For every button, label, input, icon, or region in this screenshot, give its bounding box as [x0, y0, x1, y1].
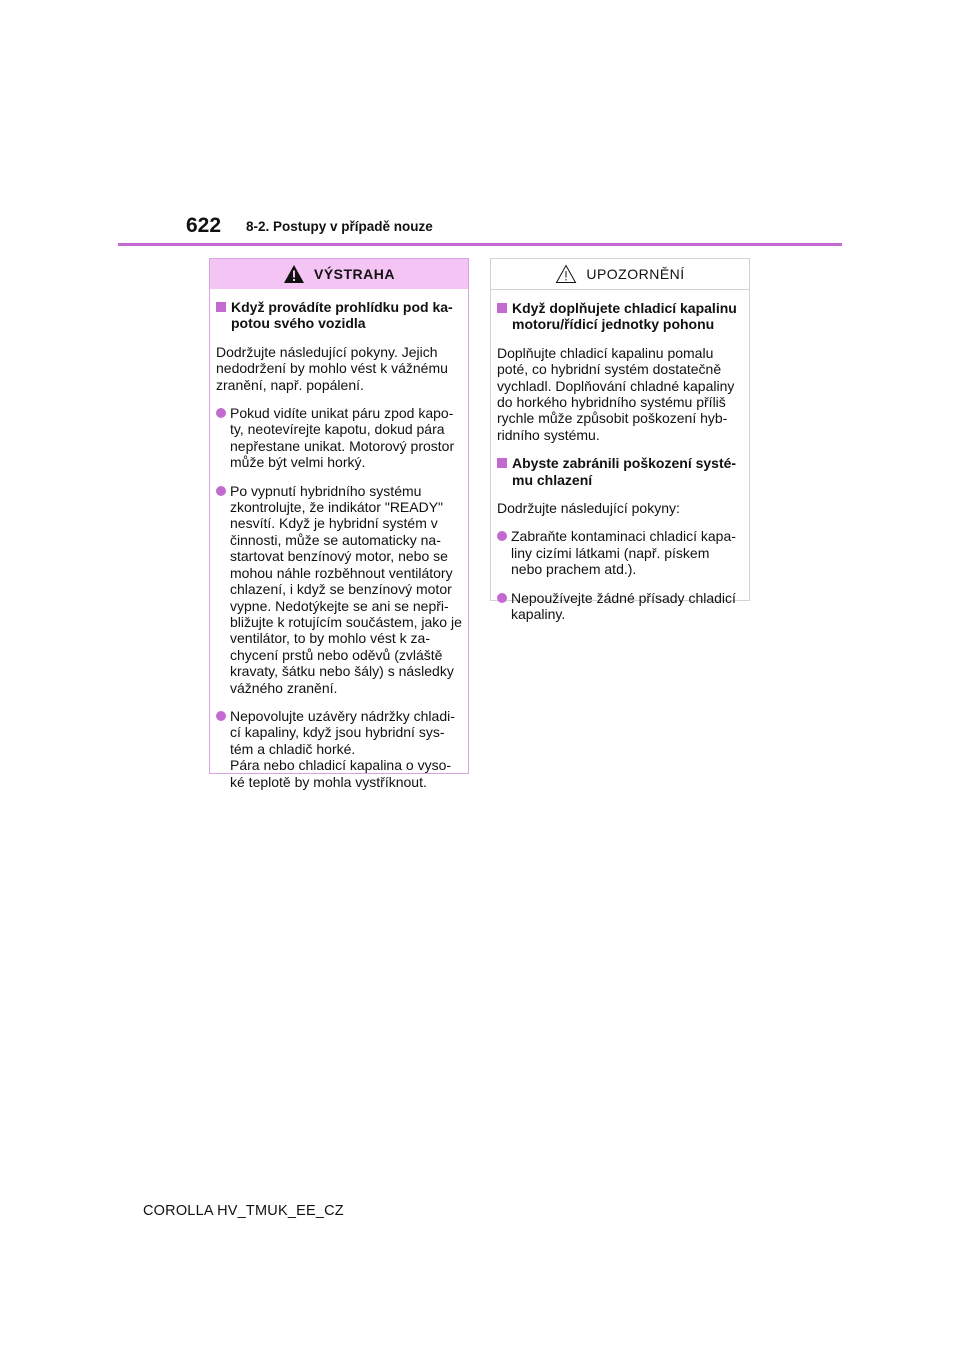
caution-bullet — [497, 590, 743, 623]
caution-bullet-text: Zabraňte kontaminaci chladicí kapa-liny cizími látkami (např. pískem nebo prachem atd.). — [511, 528, 736, 578]
caution-heading — [497, 455, 743, 488]
square-bullet-icon — [497, 303, 507, 313]
header-rule — [118, 243, 842, 246]
caution-box — [490, 258, 750, 623]
caution-box-title: UPOZORNĚNÍ — [586, 266, 685, 282]
caution-heading-text: Abyste zabránili poškození systé-mu chlazení — [512, 455, 737, 488]
warning-box — [209, 258, 469, 790]
warning-triangle-filled-icon — [283, 264, 305, 284]
round-bullet-icon — [216, 408, 226, 418]
warning-bullet-text: Po vypnutí hybridního systému zkontrolujte, že indikátor "READY" nesvítí. Když je hybridní systém v činnosti, může se automaticky na-startovat benzínový motor, nebo se mohou náhle rozběhnout ventilátory chlazení, i když se benzínový motor vypne. Nedotýkejte se ani se nepři-bližujte k rotujícím součástem, jako je ventilátor, to by mohlo vést k za-chycení prstů nebo oděvů (zvláště kravaty, šátku nebo šály) s následky vážného zranění. — [230, 482, 462, 696]
warning-heading-text: Když provádíte prohlídku pod ka-potou svého vozidla — [231, 299, 453, 332]
caution-bullet — [497, 528, 743, 577]
warning-bullet — [216, 708, 462, 790]
caution-paragraph: Dodržujte následující pokyny: — [497, 500, 680, 517]
caution-heading-text: Když doplňujete chladicí kapalinu motoru/řídicí jednotky pohonu — [512, 300, 737, 333]
caution-bullet-text: Nepoužívejte žádné přísady chladicí kapaliny. — [511, 589, 736, 623]
warning-bullet-text: Pokud vidíte unikat páru zpod kapo-ty, neotevírejte kapotu, dokud pára nepřestane unikat. Motorový prostor může být velmi horký. — [230, 405, 455, 471]
warning-bullet — [216, 483, 462, 696]
round-bullet-icon — [216, 486, 226, 496]
warning-intro: Dodržujte následující pokyny. Jejich nedodržení by mohlo vést k vážnému zranění, např. popálení. — [216, 343, 448, 393]
round-bullet-icon — [497, 531, 507, 541]
footer-model-code: COROLLA HV_TMUK_EE_CZ — [143, 1203, 344, 1219]
square-bullet-icon — [497, 458, 507, 468]
round-bullet-icon — [497, 593, 507, 603]
round-bullet-icon — [216, 711, 226, 721]
warning-bullet-text: Nepovolujte uzávěry nádržky chladi-cí kapaliny, když jsou hybridní sys-tém a chladič horké. Pára nebo chladicí kapalina o vyso-ké teplotě by mohla vystříknout. — [230, 707, 455, 790]
warning-heading — [216, 299, 462, 332]
square-bullet-icon — [216, 302, 226, 312]
warning-bullet — [216, 405, 462, 471]
warning-triangle-outline-icon — [555, 264, 577, 284]
section-title: 8-2. Postupy v případě nouze — [246, 219, 433, 234]
warning-box-header — [210, 259, 468, 289]
page-number: 622 — [186, 214, 222, 237]
warning-box-title: VÝSTRAHA — [313, 266, 395, 282]
caution-paragraph: Doplňujte chladicí kapalinu pomalu poté, co hybridní systém dostatečně vychladl. Doplňování chladné kapaliny do horkého hybridního systému příliš rychle může způsobit poškození hyb-ridního systému. — [497, 344, 735, 443]
caution-heading — [497, 300, 743, 333]
caution-box-header — [491, 259, 749, 290]
